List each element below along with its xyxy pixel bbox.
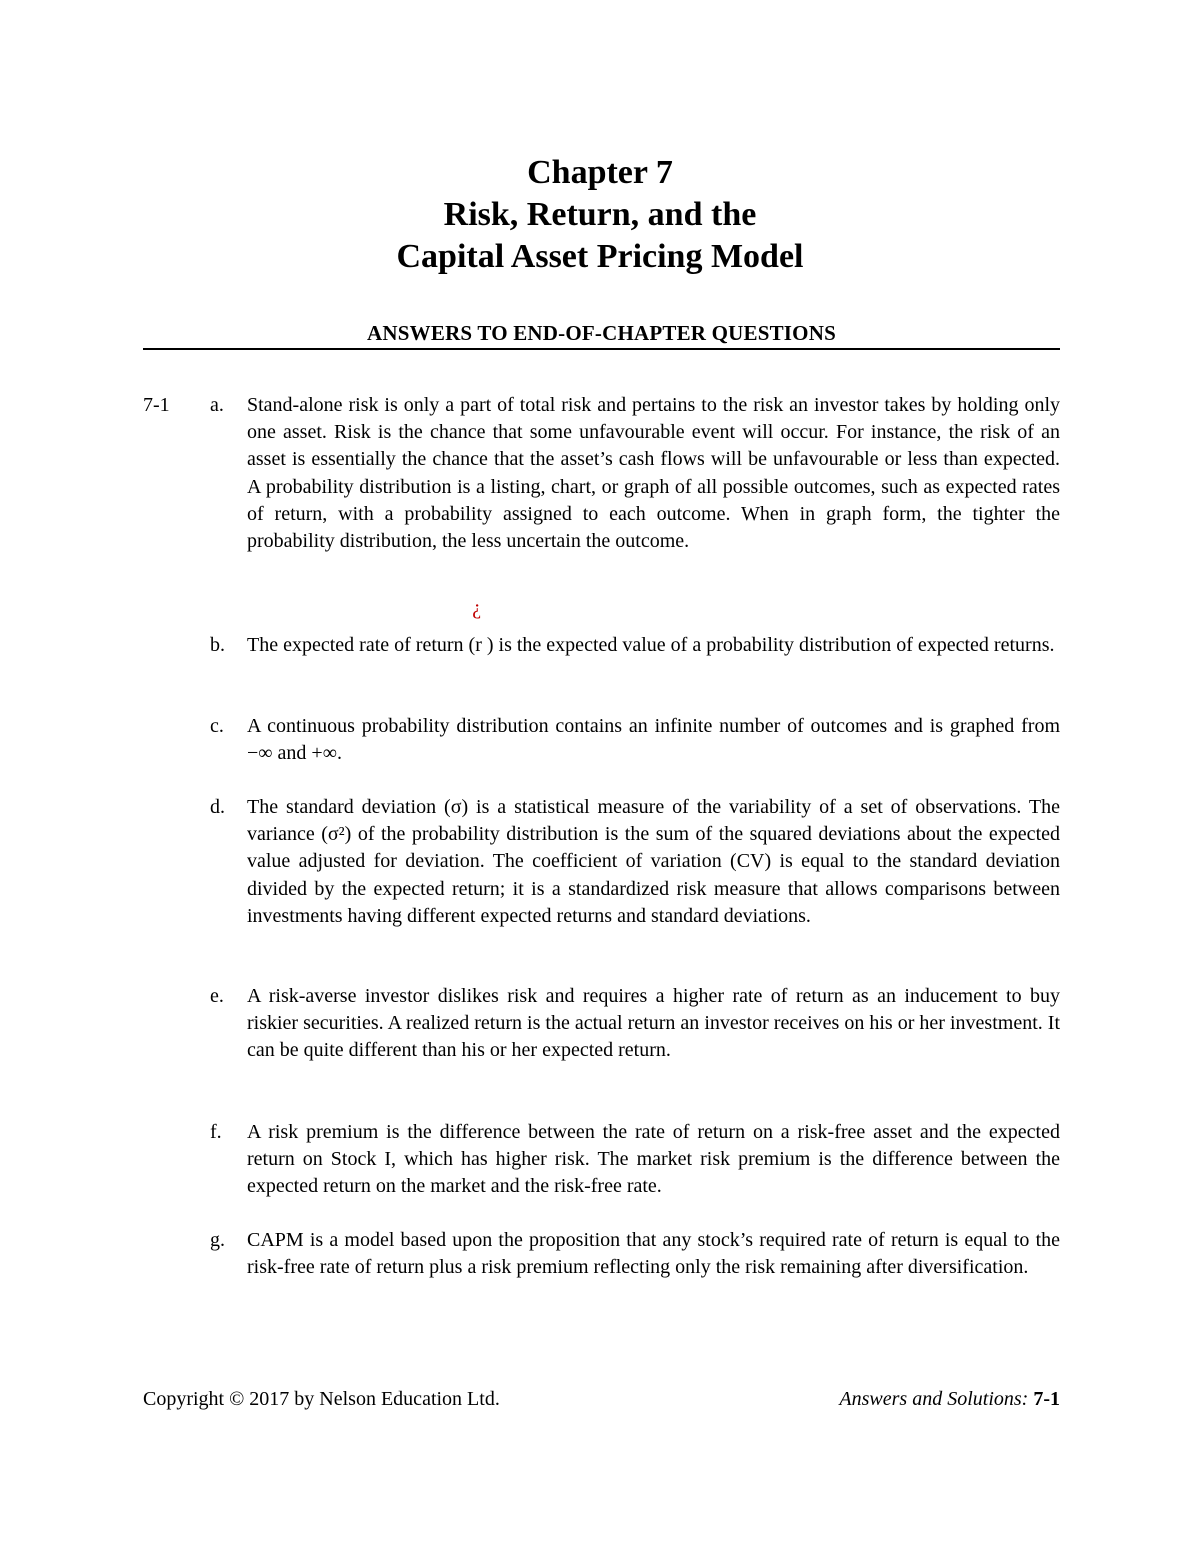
footer-copyright: Copyright © 2017 by Nelson Education Ltd. [143,1388,500,1410]
question-number: 7-1 [143,394,170,416]
item-letter: d. [210,796,225,818]
item-text: The standard deviation (σ) is a statistical measure of the variability of a set of observations. The variance (σ²) of the probability distribution is the sum of the squared deviations about the expected value adjusted for deviation. The coefficient of variation (CV) is equal to the standard deviation divided by the expected return; it is a standardized risk measure that allows comparisons between investments having different expected returns and standard deviations. [247,796,1060,927]
item-text-after: ) is the expected value of a probability distribution of expected returns. [481,634,1055,656]
item-text: A risk-averse investor dislikes risk and requires a higher rate of return as an inducement to buy riskier securities. A realized return is the actual return an investor receives on his or her investment. It can be quite different than his or her expected return. [247,985,1060,1062]
hat-mark: ¿ [472,597,482,619]
r-symbol: r [475,634,482,656]
expected-return-symbol [472,597,482,659]
item-letter: g. [210,1229,225,1251]
item-text: A continuous probability distribution contains an infinite number of outcomes and is graphed from −∞ and +∞. [247,715,1060,765]
chapter-title [0,152,1200,278]
item-text: Stand-alone risk is only a part of total risk and pertains to the risk an investor takes by holding only one asset. Risk is the chance that some unfavourable event will occur. For instance, the risk of an asset is essentially the chance that the asset’s cash flows will be unfavourable or less than expected. A probability distribution is a listing, chart, or graph of all possible outcomes, such as expected rates of return, with a probability assigned to each outcome. When in graph form, the tighter the probability distribution, the less uncertain the outcome. [247,394,1060,553]
item-letter: f. [210,1121,222,1143]
chapter-title-line-1: Risk, Return, and the [443,196,757,233]
item-text-before: The expected rate of return ( [247,634,476,656]
footer-page-number: 7-1 [1033,1388,1060,1410]
chapter-number-line: Chapter 7 [527,154,673,191]
item-text [247,597,1060,659]
item-letter: b. [210,634,225,656]
chapter-title-line-2: Capital Asset Pricing Model [396,238,804,275]
footer-page-info [839,1386,1060,1413]
item-text: A risk premium is the difference between the rate of return on a risk-free asset and the expected return on Stock I, which has higher risk. The market risk premium is the difference between the expected return on the market and the risk-free rate. [247,1121,1060,1198]
section-heading: ANSWERS TO END-OF-CHAPTER QUESTIONS [143,318,1060,350]
item-letter: e. [210,985,224,1007]
item-text: CAPM is a model based upon the proposition that any stock’s required rate of return is equal to the risk-free rate of return plus a risk premium reflecting only the risk remaining after diversification. [247,1229,1060,1279]
item-letter: c. [210,715,224,737]
footer-page-label: Answers and Solutions: [839,1388,1029,1410]
item-letter: a. [210,394,224,416]
